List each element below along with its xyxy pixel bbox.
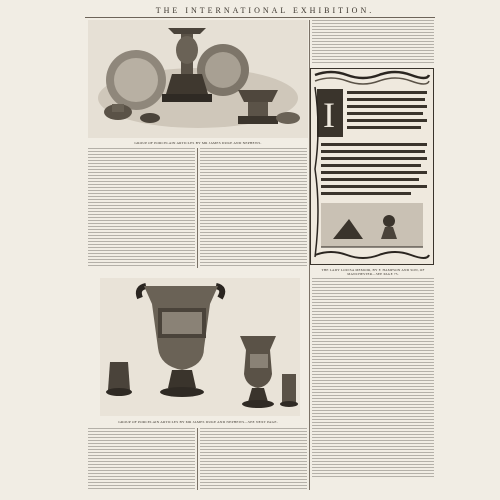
- masthead-title: THE INTERNATIONAL EXHIBITION.: [155, 6, 375, 15]
- right-column-text-bottom: [312, 278, 434, 478]
- column-divider: [309, 20, 310, 490]
- top-figure-caption: GROUP OF PORCELAIN ARTICLES BY MR JAMES DUKE AND NEPHEWS.: [134, 141, 262, 145]
- manuscript-illustration: [311, 69, 433, 264]
- body-text-column-1: [88, 148, 195, 268]
- body-text-column-3: [88, 428, 195, 490]
- svg-text:I: I: [323, 95, 335, 135]
- bottom-figure-caption: GROUP OF PORCELAIN ARTICLES BY MR JAMES DUKE AND NEPHEWS—SEE NEXT PAGE.: [118, 420, 278, 424]
- body-text-column-4: [200, 428, 307, 490]
- manuscript-caption: THE LADY LOUISA MEMOIR, BY F. HAMPSON AND SON, OF MANCHESTER—SEE PAGE 75.: [321, 268, 425, 276]
- column-divider-small: [197, 428, 198, 490]
- illuminated-manuscript: [310, 68, 434, 265]
- porcelain-group-illustration: [88, 20, 308, 138]
- masthead-rule: [85, 17, 435, 18]
- right-column-text-top: [312, 20, 434, 64]
- column-divider-small: [197, 148, 198, 268]
- body-text-column-2: [200, 148, 307, 268]
- vases-illustration: [100, 278, 300, 416]
